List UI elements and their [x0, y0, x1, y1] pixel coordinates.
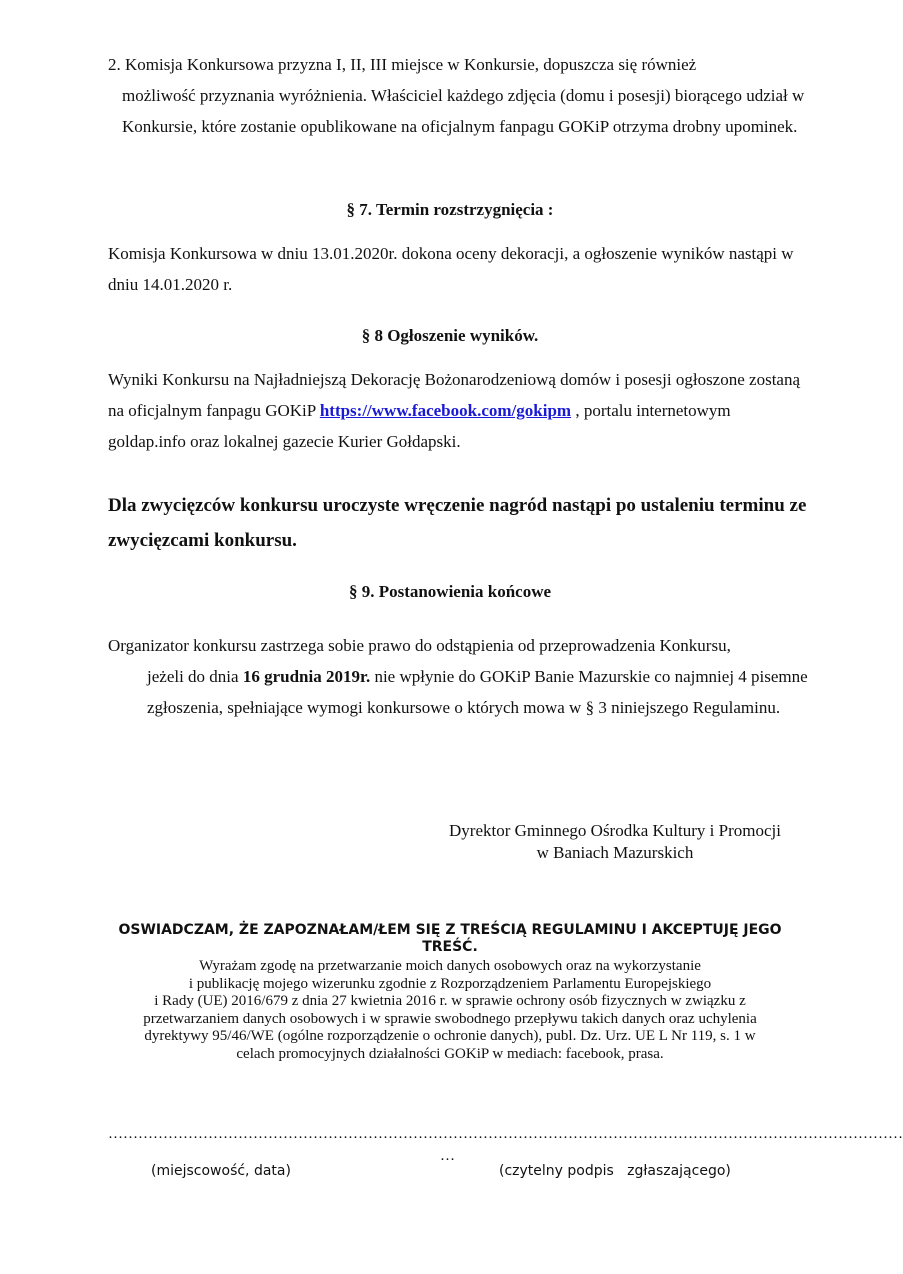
place-date-label: (miejscowość, data) — [151, 1163, 291, 1179]
section-9-after-bold: nie wpłynie do GOKiP Banie Mazurskie co najmniej 4 pisemne zgłoszenia, spełniające wymogi konkursowe o których mowa w § 3 niniejszego Regulaminu. — [147, 667, 808, 717]
consent-text: Wyrażam zgodę na przetwarzanie moich danych osobowych oraz na wykorzystanie i publikację mojego wizerunku zgodnie z Rozporządzeniem Parlamentu Europejskiego i Rady (UE) 2016/679 z dnia 27 kwietnia 2016 r. w sprawie ochrony osób fizycznych w związku z przetwarzaniem danych osobowych i w sprawie swobodnego przepływu takich danych oraz uchylenia dyrektywy 95/46/WE (ogólne rozporządzenie o ochronie danych), publ. Dz. Urz. UE L Nr 119, s. 1 w celach promocyjnych działalności GOKiP w mediach: facebook, prasa. — [143, 958, 757, 1062]
declaration-heading: OSWIADCZAM, ŻE ZAPOZNAŁAM/ŁEM SIĘ Z TREŚCIĄ REGULAMINU I AKCEPTUJĘ JEGO TREŚĆ. — [118, 922, 782, 955]
item-2-continuation: możliwość przyznania wyróżnienia. Właściciel każdego zdjęcia (domu i posesji) biorącego udział w Konkursie, które zostanie opublikowane na oficjalnym fanpagu GOKiP otrzyma drobny upominek. — [122, 86, 805, 136]
facebook-link[interactable]: https://www.facebook.com/gokipm — [319, 401, 572, 420]
section-7-heading: § 7. Termin rozstrzygnięcia : — [346, 200, 554, 219]
director-title: Dyrektor Gminnego Ośrodka Kultury i Promocji — [449, 821, 781, 840]
director-location: w Baniach Mazurskich — [536, 843, 694, 862]
section-9-text — [108, 630, 808, 723]
director-signature-block — [420, 820, 810, 864]
signature-dotted-line-end: … — [440, 1148, 455, 1164]
item-2-first-line: 2. Komisja Konkursowa przyzna I, II, III miejsce w Konkursie, dopuszcza się również — [108, 55, 697, 74]
signature-label: (czytelny podpis zgłaszającego) — [499, 1163, 731, 1179]
section-8-heading: § 8 Ogłoszenie wyników. — [361, 326, 539, 345]
section-9-heading: § 9. Postanowienia końcowe — [348, 582, 552, 601]
paragraph-item-2 — [108, 49, 808, 142]
section-8-text-after: , portalu internetowym goldap.info oraz lokalnej gazecie Kurier Gołdapski. — [108, 401, 731, 451]
section-7-text: Komisja Konkursowa w dniu 13.01.2020r. dokona oceny dekoracji, a ogłoszenie wyników nastąpi w dniu 14.01.2020 r. — [108, 244, 794, 294]
section-9-continuation — [108, 661, 808, 723]
section-8-text-before: Wyniki Konkursu na Najładniejszą Dekorację Bożonarodzeniową domów i posesji ogłoszone zostaną na oficjalnym fanpagu GOKiP — [108, 370, 801, 420]
deadline-date: 16 grudnia 2019r. — [242, 667, 371, 686]
signature-dotted-line: …………………………………………………………………………………………………………………………………………… — [108, 1126, 903, 1142]
section-8-text — [108, 364, 808, 457]
award-note: Dla zwycięzców konkursu uroczyste wręczenie nagród nastąpi po ustaleniu terminu ze zwycięzcami konkursu. — [108, 495, 807, 551]
section-9-before-bold: jeżeli do dnia — [147, 667, 243, 686]
section-9-first-line: Organizator konkursu zastrzega sobie prawo do odstąpienia od przeprowadzenia Konkursu, — [108, 636, 731, 655]
